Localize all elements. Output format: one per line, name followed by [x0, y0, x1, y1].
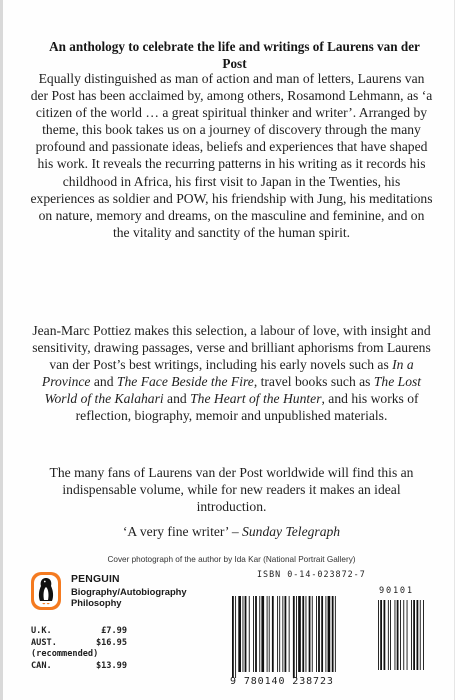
audience-paragraph: The many fans of Laurens van der Post worldwide will find this an indispensable volume, while for new readers it makes an ideal introduction. [49, 465, 414, 515]
barcode-addon-digits: 90101 [379, 586, 414, 596]
price-list [31, 626, 127, 672]
headline: An anthology to celebrate the life and writings of Laurens van der Post [49, 39, 420, 71]
book-title: The Lost World of the Kalahari [44, 374, 422, 407]
barcode-digits: 9 780140 238723 [230, 676, 334, 687]
quote-text: ‘A very fine writer’ – [122, 524, 243, 539]
photo-credit: Cover photograph of the author by Ida Kar (National Portrait Gallery) [107, 555, 356, 564]
price-row: AUST. $16.95 [31, 637, 127, 648]
description-paragraph: Equally distinguished as man of action and man of letters, Laurens van der Post has been acclaimed by, among others, Rosamond Lehmann, as ‘a citizen of the world … a great spiritual thinker and writer’. Arranged by theme, this book takes us on a journey of discovery through the many profound and passionate ideas, beliefs and experiences that have shaped his work. It reveals the recurring patterns in his writing as it records his childhood in Africa, his first visit to Japan in the Twenties, his experiences as soldier and POW, his friendship with Jung, his meditations on nature, memory and dreams, on the masculine and feminine, and on the vitality and sanctity of the human spirit. [30, 71, 433, 240]
review-quote [29, 523, 434, 540]
book-title: The Heart of the Hunter [190, 391, 322, 407]
publisher-block [71, 574, 187, 609]
category-label: Philosophy [71, 597, 122, 609]
publisher-name: PENGUIN [71, 574, 120, 585]
price-row: CAN. $13.99 [31, 660, 127, 671]
book-title: The Face Beside the Fire [116, 374, 254, 390]
price-row: U.K. £7.99 [31, 626, 127, 636]
isbn-number: ISBN 0-14-023872-7 [257, 569, 366, 579]
category-label: Biography/Autobiography [71, 585, 187, 597]
price-row: (recommended) [31, 649, 99, 659]
quote-source: Sunday Telegraph [242, 524, 341, 539]
selection-paragraph: Jean-Marc Pottiez makes this selection, a labour of love, with insight and sensitivity, drawing passages, verse and brilliant aphorisms from Laurens van der Post’s best writings, including his early novels such as In a Province and The Face Beside the Fire, travel books such as The Lost World of the Kalahari and The Heart of the Hunter, and his works of reflection, biography, memoir and unpublished materials. [32, 323, 431, 424]
penguin-logo-icon [31, 572, 61, 610]
book-title: In a Province [41, 357, 414, 390]
